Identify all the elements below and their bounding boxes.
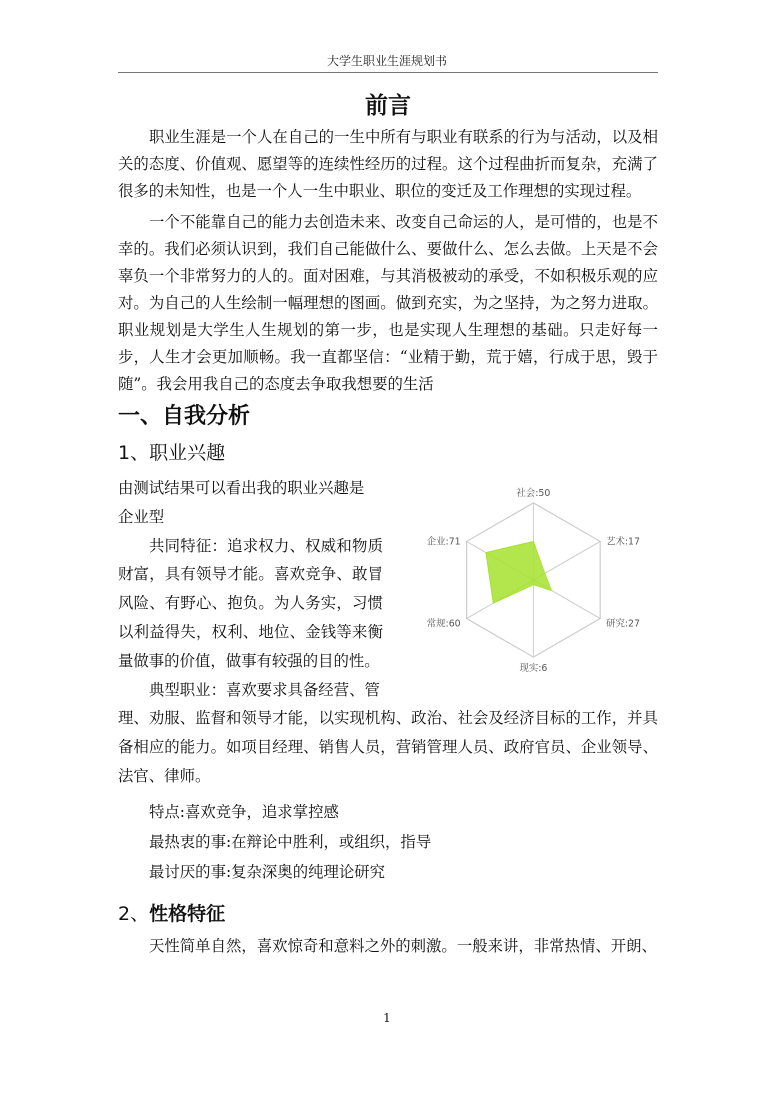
radar-label-0: 社会:50 [516, 487, 551, 499]
subsection-personality-title [118, 897, 658, 931]
preface-paragraph-1: 职业生涯是一个人在自己的一生中所有与职业有联系的行为与活动，以及相关的态度、价值观、愿望等的连续性经历的过程。这个过程曲折而复杂，充满了很多的未知性，也是一个人一生中职业、职位的变迁及工作理想的实现过程。 [118, 128, 658, 200]
subsection-personality-number: 2、 [118, 902, 150, 925]
interest-favorite: 最热衷的事:在辩论中胜利，或组织，指导 [149, 832, 432, 851]
radar-label-4: 常规:60 [426, 618, 461, 630]
interest-block [118, 474, 658, 704]
interest-dislike: 最讨厌的事:复杂深奥的纯理论研究 [149, 862, 386, 881]
interest-trait: 特点:喜欢竞争，追求掌控感 [149, 802, 339, 821]
radar-label-2: 研究:27 [606, 618, 640, 630]
radar-data-polygon [486, 541, 551, 603]
subsection-personality-text: 性格特征 [149, 902, 226, 925]
radar-label-5: 企业:71 [426, 536, 461, 548]
interest-text-column [118, 474, 383, 704]
interest-common-features: 共同特征：追求权力、权威和物质财富，具有领导才能。喜欢竞争、敢冒风险、有野心、抱负。为人务实，习惯以利益得失，权利、地位、金钱等来衡量做事的价值，做事有较强的目的性。 [118, 536, 384, 670]
personality-paragraph-1: 天性简单自然，喜欢惊奇和意料之外的刺激。一般来讲，非常热情、开朗、 [149, 936, 657, 955]
running-header: 大学生职业生涯规划书 [326, 54, 447, 68]
interest-result-line-2: 企业型 [118, 507, 165, 526]
interest-result-line-1: 由测试结果可以看出我的职业兴趣是 [118, 479, 365, 497]
header-rule [118, 72, 658, 73]
section-self-analysis-title: 一、自我分析 [118, 404, 251, 429]
interest-radar-chart [389, 474, 658, 684]
preface-paragraph-2: 一个不能靠自己的能力去创造未来、改变自己命运的人，是可惜的，也是不幸的。我们必须认识到，我们自己能做什么、要做什么、怎么去做。上天是不会辜负一个非常努力的人的。面对困难，与其消极被动的承受，不如积极乐观的应对。为自己的人生绘制一幅理想的图画。做到充实，为之坚持，为之努力进取。职业规划是大学生人生规划的第一步，也是实现人生理想的基础。只走好每一步，人生才会更加顺畅。我一直都坚信：“业精于勤，荒于嬉，行成于思，毁于随”。我会用我自己的态度去争取我想要的生活 [118, 213, 658, 393]
page-content [118, 88, 658, 960]
interest-typical-jobs-rest: 理、劝服、监督和领导才能，以实现机构、政治、社会及经济目标的工作，并具备相应的能力。如项目经理、销售人员，营销管理人员、政府官员、企业领导、法官、律师。 [118, 709, 658, 785]
radar-label-3: 现实:6 [519, 662, 548, 674]
interest-typical-jobs-start: 典型职业：喜欢要求具备经营、管 [149, 680, 380, 699]
radar-data-area [486, 541, 551, 603]
radar-label-1: 艺术:17 [606, 536, 640, 548]
preface-title: 前言 [365, 93, 411, 119]
page-number: 1 [383, 1011, 391, 1025]
subsection-career-interest-title: 1、职业兴趣 [118, 442, 226, 464]
